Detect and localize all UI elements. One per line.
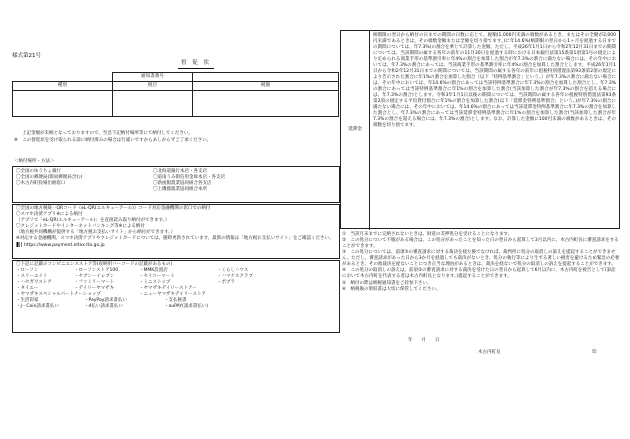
bank-item: 〇木古内町役場出納窓口	[16, 180, 66, 186]
header-tax-amount: 税額	[193, 82, 339, 91]
bank-item: 〇全国の郵便局(簡易郵便局含む)	[16, 174, 83, 180]
qr-icon	[16, 242, 22, 247]
bank-item: 〇全国のゆうちょ銀行	[16, 169, 61, 174]
form-number: 様式第21号	[12, 53, 41, 59]
store-item: ・タイエー	[16, 285, 39, 291]
note-item: ① 当該月末までに完納されないときは、財産の差押処分を受けることになります。	[342, 232, 513, 237]
notice-number-label: 通知書番号	[113, 73, 193, 82]
electronic-item: （アプリで「eL-QR(エルキューアール)」を直接読み取り納付ができます。）	[16, 217, 170, 223]
convenience-store-box	[12, 260, 340, 333]
payapp-item: ・支払秘書	[164, 297, 187, 303]
payment-site-url[interactable]: https://www.payment.eltax.lta.go.jp	[24, 242, 105, 248]
store-item: ・セイコーマート	[139, 273, 175, 279]
convenience-heading: 〇下記に記載のコンビニエンスストア等(収納用バーコードの記載があるもの)	[16, 262, 173, 267]
payapp-item: ・PayPay請求書払い	[84, 297, 127, 303]
electronic-item: 〇クレジットカードやインターネットバンキング等※による納付	[16, 223, 145, 229]
electronic-item: 〇全国の地方税統一QRコード（eL-QR(エルキューアール)）コード対応金融機関の窓口での納付	[16, 206, 211, 211]
header-category: 種別	[13, 82, 113, 91]
bank-item	[16, 187, 153, 193]
store-item: ・ローソン	[16, 267, 39, 273]
delay-charge-box	[340, 30, 620, 229]
note-item: ④ この処分の取消しの訴えは、前項②の審査請求に対する裁決を受けた日の翌日から起算して6月以内に、木古内町を被告として(訴訟において木古内町を代表する者は木古内町長となります。)提起することができます。	[342, 268, 616, 280]
note-item: ⑥ 納税後の領収書は大切に保管してください。	[342, 286, 441, 292]
store-item: ・ニューヤマザキデイリーストア	[139, 291, 206, 297]
store-item: ・くらしハウス	[217, 267, 249, 273]
issue-date: 年 月 日	[408, 338, 440, 343]
bank-list-box	[12, 166, 340, 203]
store-item: ・MMK設置店	[139, 267, 168, 273]
store-item: ・ポプラ	[217, 279, 235, 285]
store-item: ・デイリーヤマザキ	[74, 285, 115, 291]
bank-item: 〇新函館農業協同組合各支店	[153, 180, 212, 186]
payapp-item: ・生活彩家	[16, 297, 39, 303]
seal-mark: 印	[592, 350, 597, 355]
store-item: ・ヤマザキデイリーストアー	[139, 285, 197, 291]
electronic-payment-box	[12, 204, 340, 259]
payment-heading: ＜納付場所・方法＞	[14, 159, 55, 164]
bank-item: 〇道南うみ街信用金庫本店・各支店	[153, 174, 225, 180]
intro-line-1: 上記金額が未納となっておりますので、至急下記納付場所等にて納付してください。	[22, 131, 193, 136]
store-item: ・ハマナスクラブ	[217, 273, 253, 279]
issuer-mayor: 木古内町長	[478, 350, 501, 355]
store-item: ・ヤマザキスペシャルパートナーショップ	[16, 291, 101, 297]
bank-item: 〇上磯郡漁業協同組合本所	[153, 186, 207, 192]
bank-item: 〇北海道銀行本店・各支店	[153, 169, 207, 174]
electronic-item: （地方税共同機構が提供する「地方税お支払いサイト」から納付ができます。）	[16, 229, 176, 235]
intro-line-2: ※ この督促状を受け取られる前に納付済みの場合は行違いですからあしからずご了承ください。	[14, 138, 212, 143]
payapp-item: ・d払い請求書払い	[84, 303, 123, 309]
store-item: ・ミニストップ	[139, 279, 171, 285]
page-title: 督 促 状	[126, 60, 266, 69]
electronic-item: 〇スマホ決済アプリ※による納付	[16, 211, 83, 217]
delay-charge-label: 延滞金	[341, 31, 370, 230]
note-item: ⑤ 納付の際は納税通知書をご持参下さい。	[342, 280, 432, 286]
store-item: ・ハセガワストア	[16, 279, 52, 285]
note-item: ② この処分について不服がある場合は、この処分があったことを知った日の翌日から起算して3月以内に、木古内町長に審査請求をすることができます。	[342, 238, 619, 250]
store-item: ・セブン－イレブン	[74, 273, 115, 279]
store-item: ・ファミリーマート	[74, 279, 115, 285]
notes-list	[342, 232, 620, 293]
note-item: ③ この処分については、前項②の審査請求に対する裁決を経た後でなければ、裁判所に処分の取消しの訴えを提起することができません。ただし、審査請求があった日から3か月を経過しても裁決がないとき、処分の執行等により生ずる著しい損害を避けるため緊急の必要があるとき、その他裁決を経ないことにつき正当な理由があるときは、裁決を経ないで処分の取消しの訴えを提起することができます。	[342, 250, 620, 268]
store-item: ・ローソンストア100	[74, 267, 119, 273]
header-tax-item: 税目	[113, 82, 193, 91]
electronic-item: ※対応する金融機関、スマホ決済アプリやクレジットカードについては、随時更新されています。最新の情報は「地方税お支払いサイト」をご確認ください。	[16, 235, 334, 241]
store-item: ・スリーエイト	[16, 273, 48, 279]
payapp-item: ・auPAY(請求書払い)	[164, 303, 209, 309]
notice-table	[12, 72, 339, 117]
payapp-item: ・J－Coin請求書払い	[16, 303, 59, 309]
delay-charge-text: 納期限の翌日から納付の日までの期間の日数に応じて、税額(1,000円未満の端数があるとき、またはその全額が2,000円未満であるときは、その端数金額または全額を切り捨てます。)に年14.6%(納期限の翌日から1ヶ月を経過する日までの期間については、年7.3%)の割合を乗じて計算した金額。ただし、平成26年1月1日から令和2年12月31日までの期間については、当該期間の属する各年の前年の11月30日を経過する時における日本銀行法第15条第1項第1号の規定により定められる商業手形の基準割引率に年4%の割合を加算した割合が年7.3%の割合に満たない場合には、その年中においては、年7.3%の割合にあっては、当該商業手形の基準割引率に年4%の割合を加算した割合とします。平成26年1月1日から令和2年12月31日までの期間については、当該期間の属する各年の前年に租税特別措置法第93条第2項の規定により告示された割合に年1%の割合を加算した割合（以下「特例基準割合」という。）が年7.3%の割合に満たない場合には、その年中においては、年14.6%の割合にあっては当該特例基準割合に年7.3%の割合を加算した割合とし、年7.3%の割合にあっては当該特例基準割合に年1%の割合を加算した割合(当該加算した割合が年7.3%の割合を超える場合には、年7.3%の割合)とします。令和3年1月1日以後の期間については、当該期間の属する各年の租税特別措置法第93条第2項の規定する平均貸付割合に年1%の割合を加算した割合(以下「延滞金特例基準割合」という。)が年7.3%の割合に満たない場合には、その年中においては、年14.6%の割合にあっては当該延滞金特例基準割合に年7.3%の割合を加算した割合とし、年7.3%の割合にあっては当該延滞金特例基準割合に年1%の割合を加算した割合(当該加算した割合が年7.3%の割合を超える場合には、年7.3%の割合)とします。なお、計算した金額に100円未満の端数があるときは、その端数を切り捨てます。	[373, 33, 616, 129]
